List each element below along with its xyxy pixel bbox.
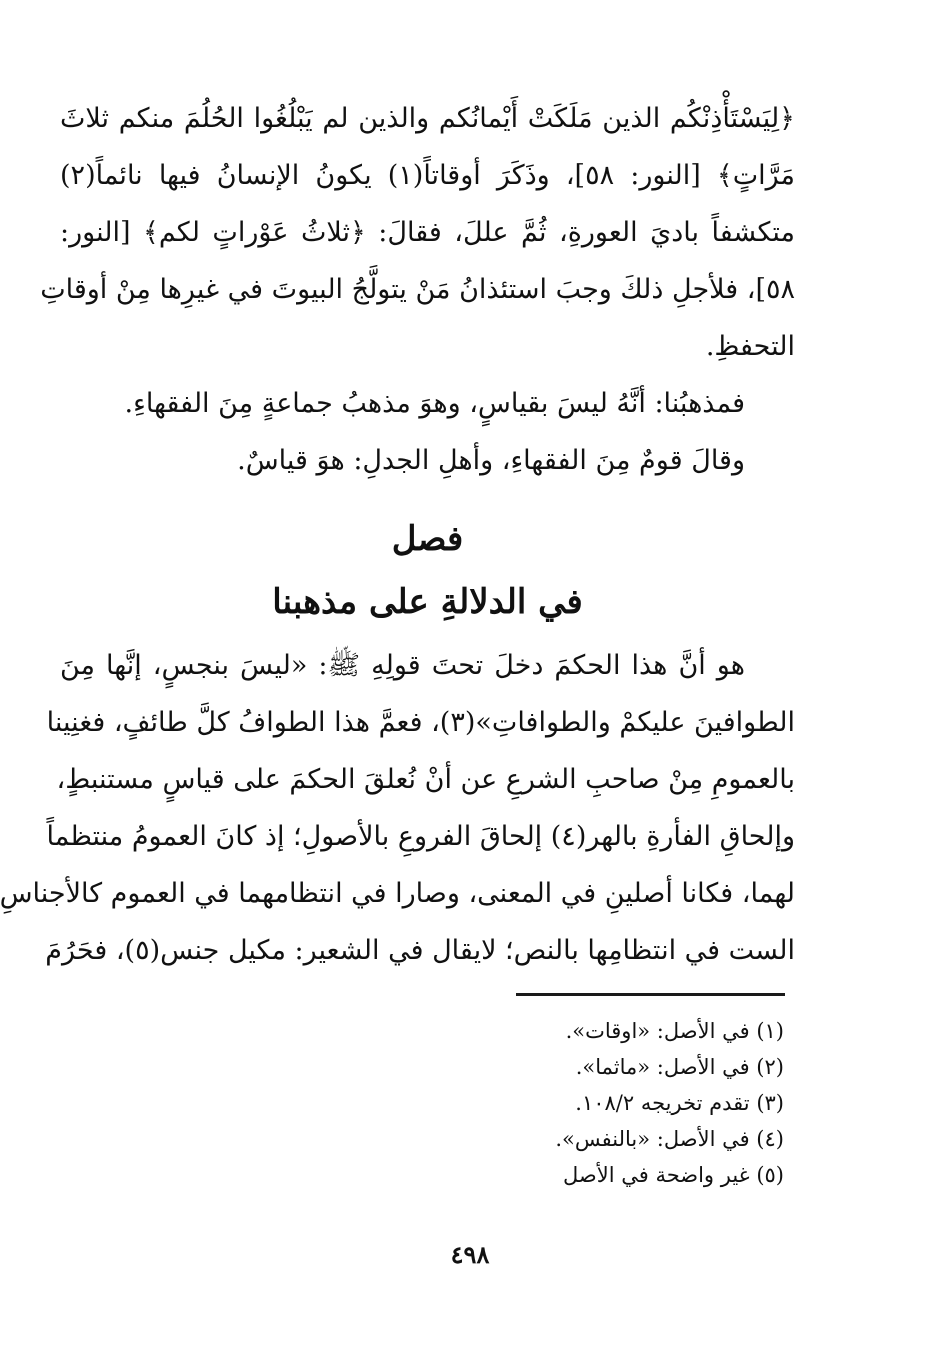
footnote-separator (516, 993, 785, 996)
footnote: (٤) في الأصل: «بالنفس». (555, 1127, 784, 1151)
text-line: فمذهبُنا: أنَّهُ ليسَ بقياسٍ، وهوَ مذهبُ جماعةٍ مِنَ الفقهاءِ. (124, 388, 745, 419)
text-line: وقالَ قومٌ مِنَ الفقهاءِ، وأهلِ الجدلِ: هوَ قياسٌ. (237, 445, 745, 476)
text-line: وإلحاقِ الفأرةِ بالهر(٤) إلحاقَ الفروعِ بالأصولِ؛ إذ كانَ العمومُ منتظماً (46, 821, 795, 852)
page-body (0, 90, 795, 979)
text-line: الطوافينَ عليكمْ والطوافاتِ»(٣)، فعمَّ هذا الطوافُ كلَّ طائفٍ، فغنِينا (46, 707, 795, 738)
text-line: الست في انتظامِها بالنص؛ لايقال في الشعير: مكيل جنس(٥)، فحَرُمَ (45, 935, 795, 966)
body-paragraph (0, 637, 795, 979)
footnotes (555, 1013, 784, 1193)
text-line: ﴿لِيَسْتَأْذِنْكُم الذين مَلَكَتْ أَيْمانُكم والذين لم يَبْلُغُوا الحُلُمَ منكم ثلاثَ (60, 103, 795, 134)
footnote: (١) في الأصل: «اوقات». (565, 1019, 784, 1043)
text-line: بالعمومِ مِنْ صاحبِ الشرعِ عن أنْ نُعلقَ الحكمَ على قياسٍ مستنبطٍ، (56, 764, 795, 795)
text-line: لهما، فكانا أصلينِ في المعنى، وصارا في انتظامهما في العموم كالأجناسِ (0, 878, 795, 909)
text-line: متكشفاً باديَ العورةِ، ثُمَّ عللَ، فقالَ: ﴿ثلاثُ عَوْراتٍ لكم﴾ [النور: (60, 217, 795, 248)
footnote: (٢) في الأصل: «ماثما». (575, 1055, 784, 1079)
text-line: هو أنَّ هذا الحكمَ دخلَ تحتَ قولِهِ ﷺ: «ليسَ بنجسٍ، إنَّها مِنَ (60, 650, 745, 681)
section-heading: فصل (391, 519, 464, 559)
text-line: التحفظِ. (705, 331, 795, 362)
qawm-paragraph (60, 432, 795, 489)
intro-paragraph (40, 90, 795, 375)
madhhab-paragraph (60, 375, 795, 432)
text-line: مَرَّاتٍ﴾ [النور: ٥٨]، وذَكَرَ أوقاتاً(١) يكونُ الإنسانُ فيها نائماً(٢) (60, 160, 795, 191)
footnote: (٣) تقدم تخريجه ١٠٨/٢. (575, 1091, 784, 1115)
text-line: ٥٨]، فلأجلِ ذلكَ وجبَ استئذانُ مَنْ يتولَّجُ البيوتَ في غيرِها مِنْ أوقاتِ (40, 274, 795, 305)
page-number: ٤٩٨ (450, 1240, 490, 1269)
footnote: (٥) غير واضحة في الأصل (563, 1163, 784, 1187)
section-subheading: في الدلالةِ على مذهبنا (272, 582, 583, 622)
